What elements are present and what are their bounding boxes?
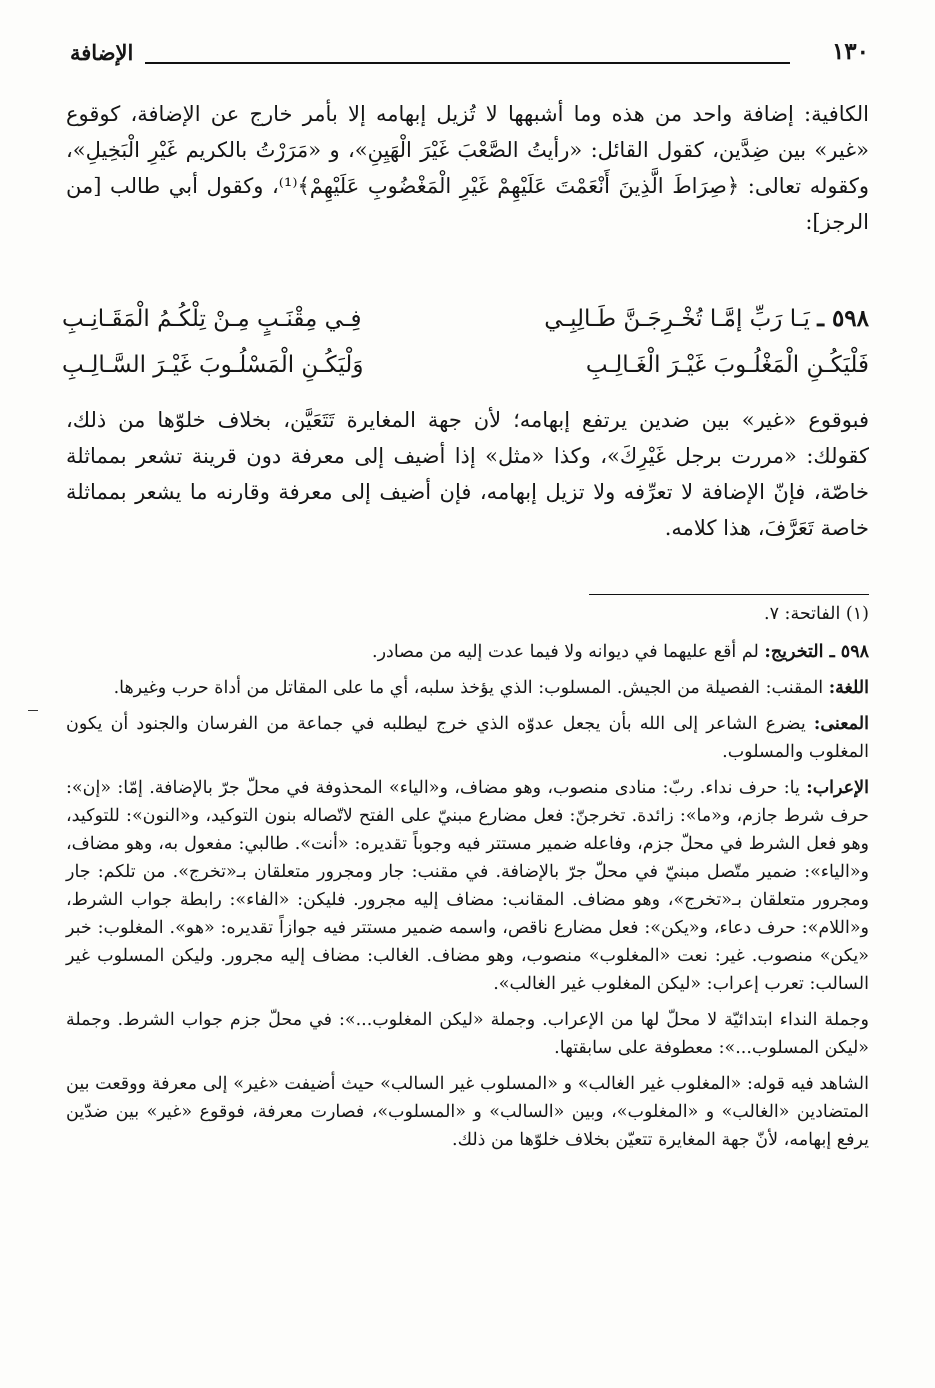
note-takhrij <box>66 638 869 666</box>
note-irab <box>66 774 869 998</box>
main-text <box>66 96 869 240</box>
footnote-1: (١) الفاتحة: ٧. <box>764 604 869 624</box>
note-lugha-text: المقنب: الفصيلة من الجيش. المسلوب: الذي يؤخذ سلبه، أي ما على المقاتل من أداة حرب وغيرها. <box>113 678 824 698</box>
verse-number: ٥٩٨ ـ <box>817 305 869 332</box>
verse-2-second-hemistich: وَلْيَكُـنِ الْمَسْلُـوبَ غَيْـرَ السَّـالِـبِ <box>62 352 364 378</box>
margin-mark <box>28 710 38 711</box>
note-lugha <box>66 674 869 702</box>
page-number: ١٣٠ <box>831 38 869 65</box>
paragraph-kafiya: الكافية: إضافة واحد من هذه وما أشبهها لا تُزيل إبهامه إلا بأمر خارج عن الإضافة، كوقوع «غير» بين ضِدَّين، كقول القائل: «رأيتُ الصَّعْبَ غَيْرَ الْهَيِنِ»، و «مَرَرْتُ بالكريم غَيْرِ الْبَخِيلِ»، وكقوله تعالى: ﴿صِرَاطَ الَّذِينَ أَنْعَمْتَ عَلَيْهِمْ غَيْرِ الْمَغْضُوبِ عَلَيْهِمْ﴾⁽¹⁾، وكقول أبي طالب [من الرجز]: <box>66 102 869 234</box>
note-mana-label: المعنى: <box>813 714 869 734</box>
note-mana-text: يضرع الشاعر إلى الله بأن يجعل عدوّه الذي خرج ليطلبه في جماعة من الفرسان والجنود أن يكون المغلوب والمسلوب. <box>66 714 869 762</box>
verse-1-second-hemistich: فِـي مِقْنَـبٍ مِـنْ تِلْكُـمُ الْمَقَـانِـبِ <box>62 306 362 332</box>
note-mana <box>66 710 869 766</box>
verse-1-first-hemistich <box>544 296 869 342</box>
note-shahid: الشاهد فيه قوله: «المغلوب غير الغالب» و «المسلوب غير السالب» حيث أضيفت «غير» إلى معرفة ووقعت بين المتضادين «الغالب» و «المغلوب»، وبين «السالب» و «المسلوب»، فصارت معرفة، فوقوع «غير» بين ضدّين يرفع إبهامه، لأنّ جهة المغايرة تتعيّن بخلاف خلوّها من ذلك. <box>66 1074 869 1150</box>
verse-1-first-text: يَـا رَبِّ إمَّـا تُخْـرِجَـنَّ طَـالِبِـي <box>544 306 810 332</box>
main-text-continued <box>66 402 869 546</box>
note-takhrij-text: لم أقع عليهما في ديوانه ولا فيما عدت إليه من مصادر. <box>372 642 759 662</box>
note-jumla: وجملة النداء ابتدائيّة لا محلّ لها من الإعراب. وجملة «ليكن المغلوب...»: في محلّ جزم جواب الشرط. وجملة «ليكن المسلوب...»: معطوفة على سابقتها. <box>66 1010 869 1058</box>
footnote-separator <box>589 594 869 595</box>
poem <box>62 296 869 388</box>
verse-2-first-hemistich: فَلْيَكُـنِ الْمَغْلُـوبَ غَيْـرَ الْغَـالِـبِ <box>585 352 869 378</box>
header-rule <box>145 62 790 64</box>
section-title: الإضافة <box>70 40 134 65</box>
paragraph-explanation: فبوقوع «غير» بين ضدين يرتفع إبهامه؛ لأن جهة المغايرة تَتَعَيَّن، بخلاف خلوّها من ذلك، كقولك: «مررت برجل غَيْرِكَ»، وكذا «مثل» إذا أضيف إلى معرفة دون قرينة تشعر بمماثلة خاصّة، فإنّ الإضافة لا تعرِّفه ولا تزيل إبهامه، فإن أضيف إلى معرفة وقارنه ما يشعر بمماثلة خاصة تَعَرَّفَ، هذا كلامه. <box>66 408 869 540</box>
notes-section <box>66 600 869 1162</box>
note-takhrij-label: ٥٩٨ ـ التخريج: <box>764 642 869 662</box>
verse-1 <box>62 296 869 342</box>
note-irab-text: يا: حرف نداء. ربّ: منادى منصوب، وهو مضاف، و«الياء» المحذوفة في محلّ جرّ بالإضافة. إمّا: «إن»: حرف شرط جازم، و«ما»: زائدة. تخرجنّ: فعل مضارع مبنيّ على الفتح لاتّصاله بنون التوكيد، و«النون»: للتوكيد، وهو فعل الشرط في محلّ جزم، وفاعله ضمير مستتر فيه وجوباً تقديره: «أنت». طالبي: مفعول به، وهو مضاف، و«الياء»: ضمير متّصل مبنيّ في محلّ جرّ بالإضافة. في مقنب: جار ومجرور متعلقان بـ«تخرج». من تلكم: جار ومجرور متعلقان بـ«تخرج»، وهو مضاف. المقانب: مضاف إليه مجرور. فليكن: «الفاء»: رابطة جواب الشرط، و«اللام»: حرف دعاء، و«يكن»: فعل مضارع ناقص، واسمه ضمير مستتر فيه جوازاً تقديره: «هو». المغلوب: خبر «يكن» منصوب. غير: نعت «المغلوب» منصوب، وهو مضاف. الغالب: مضاف إليه مجرور. وليكن المسلوب غير السالب: تعرب إعراب: «ليكن المغلوب غير الغالب». <box>66 778 869 994</box>
note-irab-label: الإعراب: <box>806 778 869 798</box>
verse-2 <box>62 342 869 388</box>
note-lugha-label: اللغة: <box>828 678 869 698</box>
